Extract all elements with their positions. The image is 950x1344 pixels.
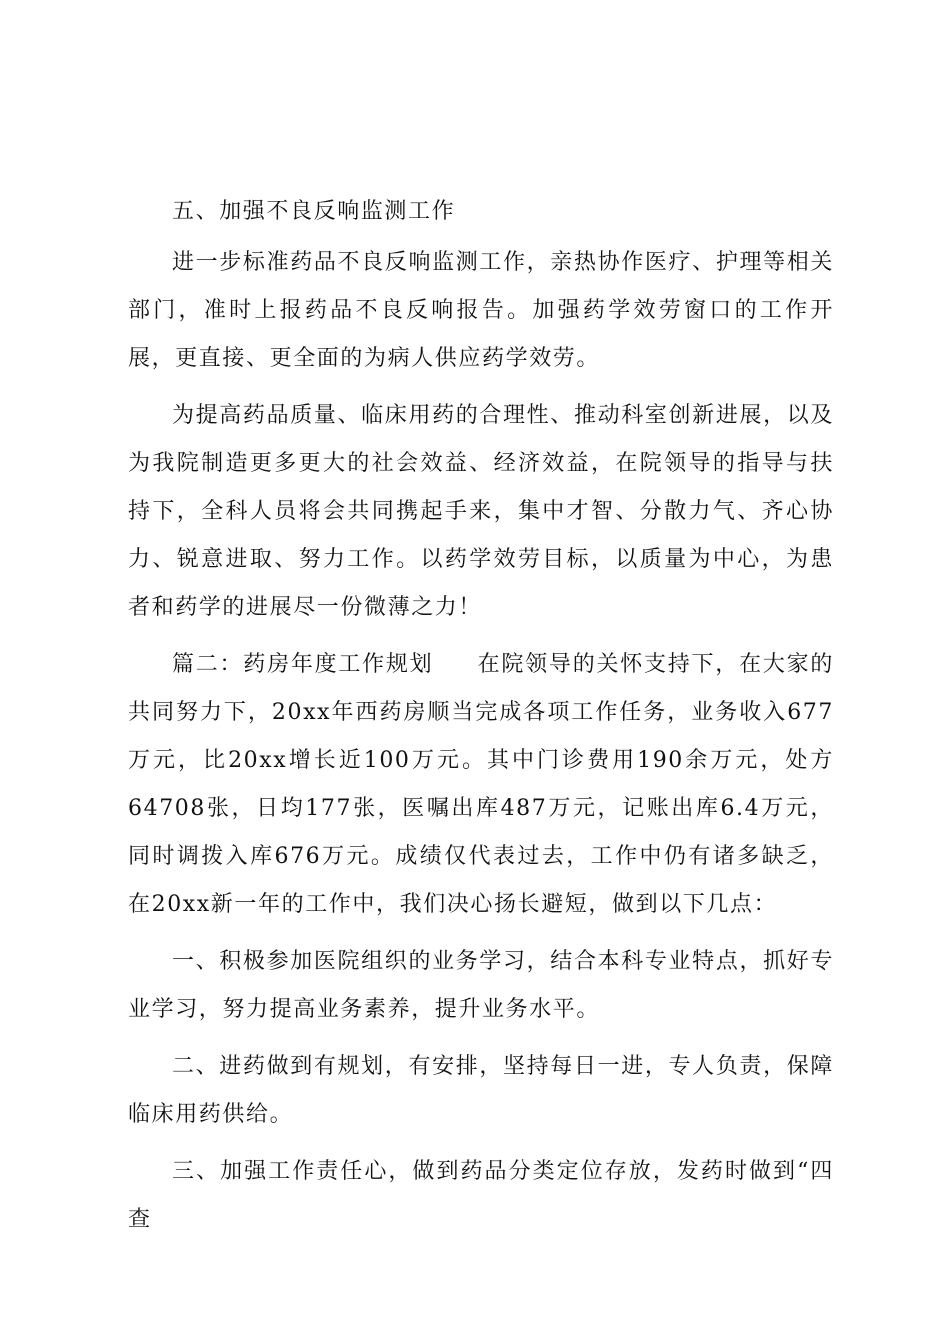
paragraph-body: 在院领导的关怀支持下，在大家的共同努力下，20xx年西药房顺当完成各项工作任务，业务收入677万元，比20xx增长近100万元。其中门诊费用190余万元，处方64708张，日均177张，医嘱出库487万元，记账出库6.4万元，同时调拨入库676万元。成绩仅代表过去，工作中仍有诸多缺乏，在20xx新一年的工作中，我们决心扬长避短，做到以下几点： [128, 652, 834, 917]
section-heading: 五、加强不良反响监测工作 [172, 199, 456, 224]
document-body [128, 188, 834, 1253]
paragraph: 为提高药品质量、临床用药的合理性、推动科室创新进展，以及为我院制造更多更大的社会效益、经济效益，在院领导的指导与扶持下，全科人员将会共同携起手来，集中才智、分散力气、齐心协力、锐意进取、努力工作。以药学效劳目标，以质量为中心，为患者和药学的进展尽一份微薄之力！ [128, 403, 834, 620]
paragraph: 三、加强工作责任心，做到药品分类定位存放，发药时做到“四查 [128, 1159, 834, 1232]
paragraph [128, 641, 834, 929]
paragraph: 一、积极参加医院组织的业务学习，结合本科专业特点，抓好专业学习，努力提高业务素养，提升业务水平。 [128, 949, 834, 1022]
paragraph-lead-title: 篇二：药房年度工作规划 [172, 652, 434, 677]
paragraph: 进一步标准药品不良反响监测工作，亲热协作医疗、护理等相关部门，准时上报药品不良反响报告。加强药学效劳窗口的工作开展，更直接、更全面的为病人供应药学效劳。 [128, 250, 834, 371]
paragraph: 二、进药做到有规划，有安排，坚持每日一进，专人负责，保障临床用药供给。 [128, 1054, 834, 1127]
